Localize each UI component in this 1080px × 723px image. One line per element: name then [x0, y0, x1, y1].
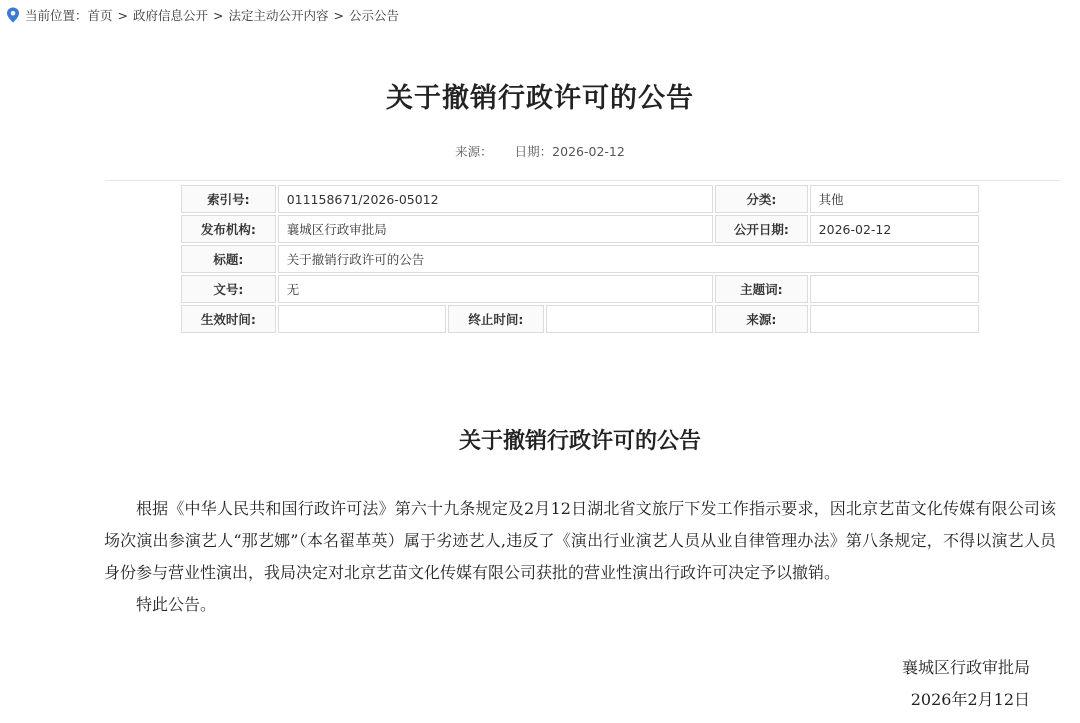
effective-date-label: 生效时间: [181, 305, 276, 333]
breadcrumb [6, 5, 399, 25]
divider [105, 180, 1060, 181]
table-row [181, 185, 979, 213]
document-info-table [179, 183, 981, 335]
breadcrumb-separator: > [213, 7, 224, 23]
expiry-date-value [546, 305, 713, 333]
document-number-label: 文号: [181, 275, 276, 303]
title-value: 关于撤销行政许可的公告 [278, 245, 979, 273]
keywords-value [810, 275, 979, 303]
public-date-label: 公开日期: [715, 215, 808, 243]
source-label: 来源： [455, 144, 493, 159]
breadcrumb-home[interactable]: 首页 [87, 8, 113, 23]
table-row [181, 275, 979, 303]
title-label: 标题: [181, 245, 276, 273]
expiry-date-label: 终止时间: [448, 305, 544, 333]
keywords-label: 主题词: [715, 275, 808, 303]
index-number-label: 索引号: [181, 185, 276, 213]
date-label: 日期： [514, 144, 553, 159]
page-title: 关于撤销行政许可的公告 [386, 83, 694, 114]
breadcrumb-separator: > [117, 7, 129, 23]
location-pin-icon [6, 7, 20, 23]
publisher-label: 发布机构: [181, 215, 276, 243]
meta-line [0, 142, 1080, 160]
category-label: 分类: [715, 185, 808, 213]
document-number-value: 无 [278, 275, 713, 303]
signature-date: 2026年2月12日 [910, 690, 1030, 709]
publisher-value: 襄城区行政审批局 [278, 215, 713, 243]
index-number-value: 011158671/2026-05012 [278, 185, 713, 213]
breadcrumb-separator: > [333, 7, 345, 23]
table-row [181, 305, 979, 333]
breadcrumb-statutory-content[interactable]: 法定主动公开内容 [228, 8, 329, 23]
breadcrumb-announcements[interactable]: 公示公告 [349, 8, 400, 23]
article-paragraph: 根据《中华人民共和国行政许可法》第六十九条规定及2月12日湖北省文旅厅下发工作指示要求，因北京艺苗文化传媒有限公司该场次演出参演艺人“那艺娜”（本名翟革英）属于劣迹艺人,违反了《演出行业演艺人员从业自律管理办法》第八条规定，不得以演艺人员身份参与营业性演出，我局决定对北京艺苗文化传媒有限公司获批的营业性演出行政许可决定予以撤销。 [104, 499, 1056, 582]
signature-block [902, 652, 1030, 716]
source-value-cell [810, 305, 979, 333]
article-body [104, 493, 1056, 621]
public-date-value: 2026-02-12 [810, 215, 979, 243]
breadcrumb-gov-info[interactable]: 政府信息公开 [133, 8, 209, 23]
effective-date-value [278, 305, 446, 333]
date-info [515, 144, 625, 159]
signature-organization: 襄城区行政审批局 [901, 658, 1030, 677]
table-row [181, 215, 979, 243]
article-title: 关于撤销行政许可的公告 [458, 428, 701, 454]
table-row [181, 245, 979, 273]
category-value: 其他 [810, 185, 979, 213]
article-paragraph: 特此公告。 [136, 595, 217, 614]
source-label-cell: 来源: [715, 305, 808, 333]
date-value: 2026-02-12 [552, 144, 625, 159]
breadcrumb-prefix: 当前位置： [25, 8, 88, 23]
